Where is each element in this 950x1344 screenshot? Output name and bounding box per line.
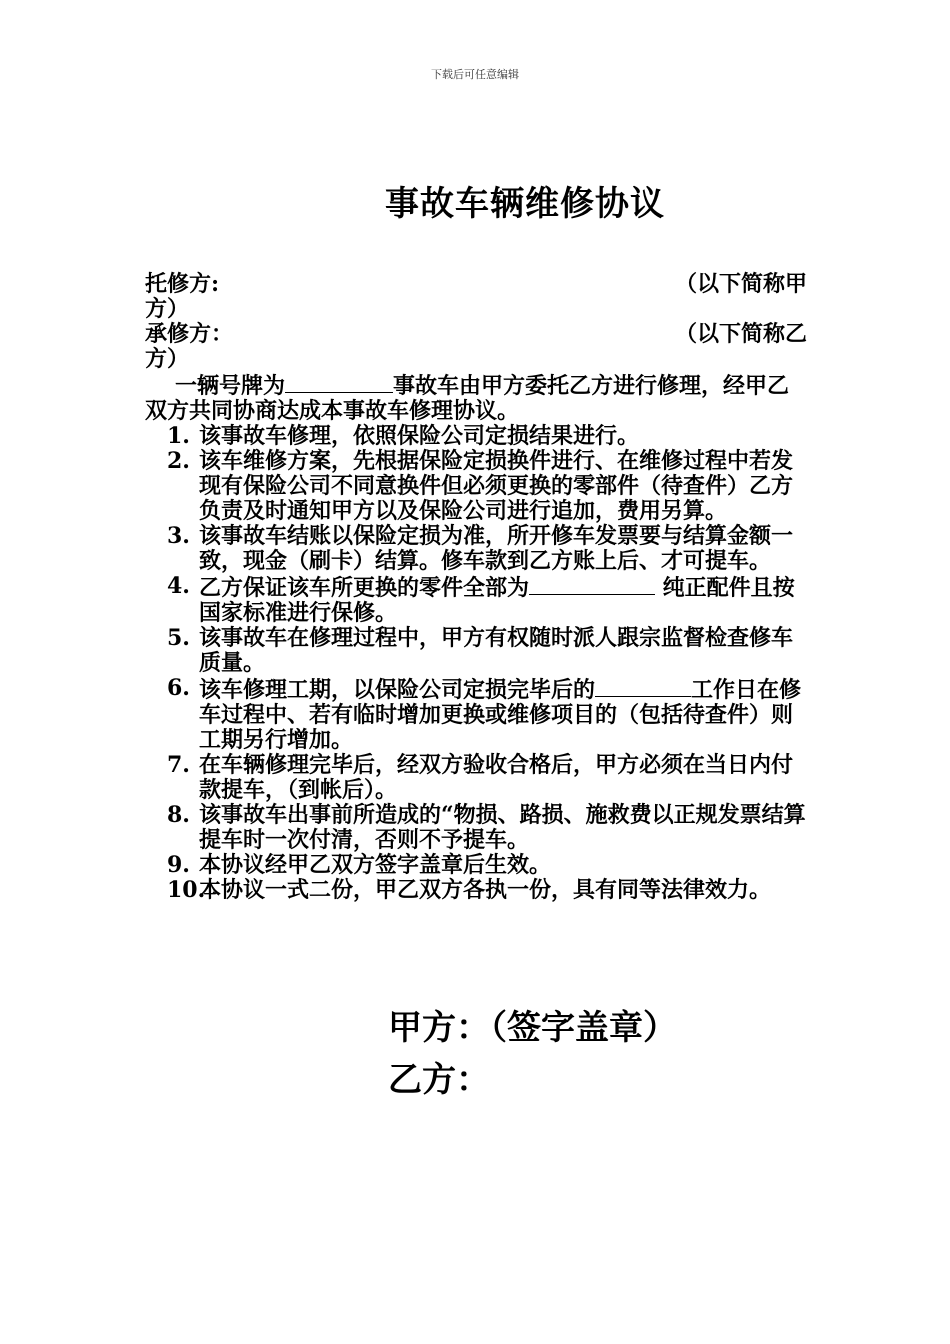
agreement-body (145, 272, 807, 903)
clause-item (145, 449, 807, 524)
clause-text-after: 工作日在修车过程中、若有临时增加更换或维修项目的（包括待查件）则工期另行增加。 (199, 677, 802, 753)
party-b-suffix: （以下简称乙 (674, 321, 807, 347)
clause-number: 7. (167, 752, 190, 778)
parts-type-blank[interactable] (529, 574, 655, 595)
clause-text: 该事故车修理，依照保险公司定损结果进行。 (199, 423, 640, 449)
workdays-blank[interactable] (595, 676, 691, 697)
clause-item (145, 574, 807, 626)
clause-text-before: 该车修理工期，以保险公司定损完毕后的 (199, 677, 596, 703)
clause-number: 10. (167, 877, 206, 903)
clause-text: 该事故车结账以保险定损为准，所开修车发票要与结算金额一致，现金（刷卡）结算。修车款到乙方账上后、才可提车。 (199, 523, 794, 574)
intro-text-before: 一辆号牌为 (175, 373, 286, 399)
clause-number: 6. (167, 675, 190, 701)
party-b-line (145, 322, 807, 372)
clause-item (145, 626, 807, 676)
clause-item (145, 753, 807, 803)
party-a-label: 托修方: (145, 271, 220, 297)
party-b-signature: 乙方： (388, 1060, 490, 1100)
party-a-line (145, 272, 807, 322)
clause-item (145, 424, 807, 449)
clause-number: 2. (167, 448, 190, 474)
party-b-suffix-wrap: 方） (145, 346, 190, 372)
clause-text-before: 乙方保证该车所更换的零件全部为 (199, 575, 530, 601)
intro-paragraph (145, 372, 807, 424)
clause-number: 4. (167, 573, 190, 599)
clause-item (145, 803, 807, 853)
party-b-label: 承修方： (145, 321, 234, 347)
clause-item (145, 853, 807, 878)
clause-number: 1. (167, 423, 190, 449)
header-note: 下载后可任意编辑 (431, 68, 519, 81)
clause-text: 本协议一式二份，甲乙双方各执一份，具有同等法律效力。 (199, 877, 772, 903)
party-a-suffix-wrap: 方） (145, 296, 190, 322)
clause-text: 该事故车出事前所造成的“物损、路损、施救费以正规发票结算提车时一次付清，否则不予提车。 (199, 802, 806, 853)
party-a-suffix: （以下简称甲 (674, 271, 807, 297)
clause-text-after: 纯正配件且按国家标准进行保修。 (199, 575, 795, 626)
clause-text: 在车辆修理完毕后，经双方验收合格后，甲方必须在当日内付款提车，（到帐后）。 (199, 752, 794, 803)
clause-item (145, 878, 807, 903)
clause-item (145, 676, 807, 753)
party-a-signature: 甲方：（签字盖章） (388, 1008, 677, 1048)
plate-number-blank[interactable] (285, 372, 393, 393)
clause-list (145, 424, 807, 903)
intro-text-after: 事故车由甲方委托乙方进行修理，经甲乙双方共同协商达成本事故车修理协议。 (145, 373, 790, 424)
clause-number: 8. (167, 802, 190, 828)
clause-item (145, 524, 807, 574)
clause-number: 3. (167, 523, 190, 549)
clause-text: 该车维修方案，先根据保险定损换件进行、在维修过程中若发现有保险公司不同意换件但必须更换的零部件（待查件）乙方负责及时通知甲方以及保险公司进行追加，费用另算。 (199, 448, 794, 524)
clause-number: 9. (167, 852, 190, 878)
clause-number: 5. (167, 625, 190, 651)
document-title: 事故车辆维修协议 (385, 184, 665, 224)
clause-text: 该事故车在修理过程中，甲方有权随时派人跟宗监督检查修车质量。 (199, 625, 794, 676)
clause-text: 本协议经甲乙双方签字盖章后生效。 (199, 852, 552, 878)
